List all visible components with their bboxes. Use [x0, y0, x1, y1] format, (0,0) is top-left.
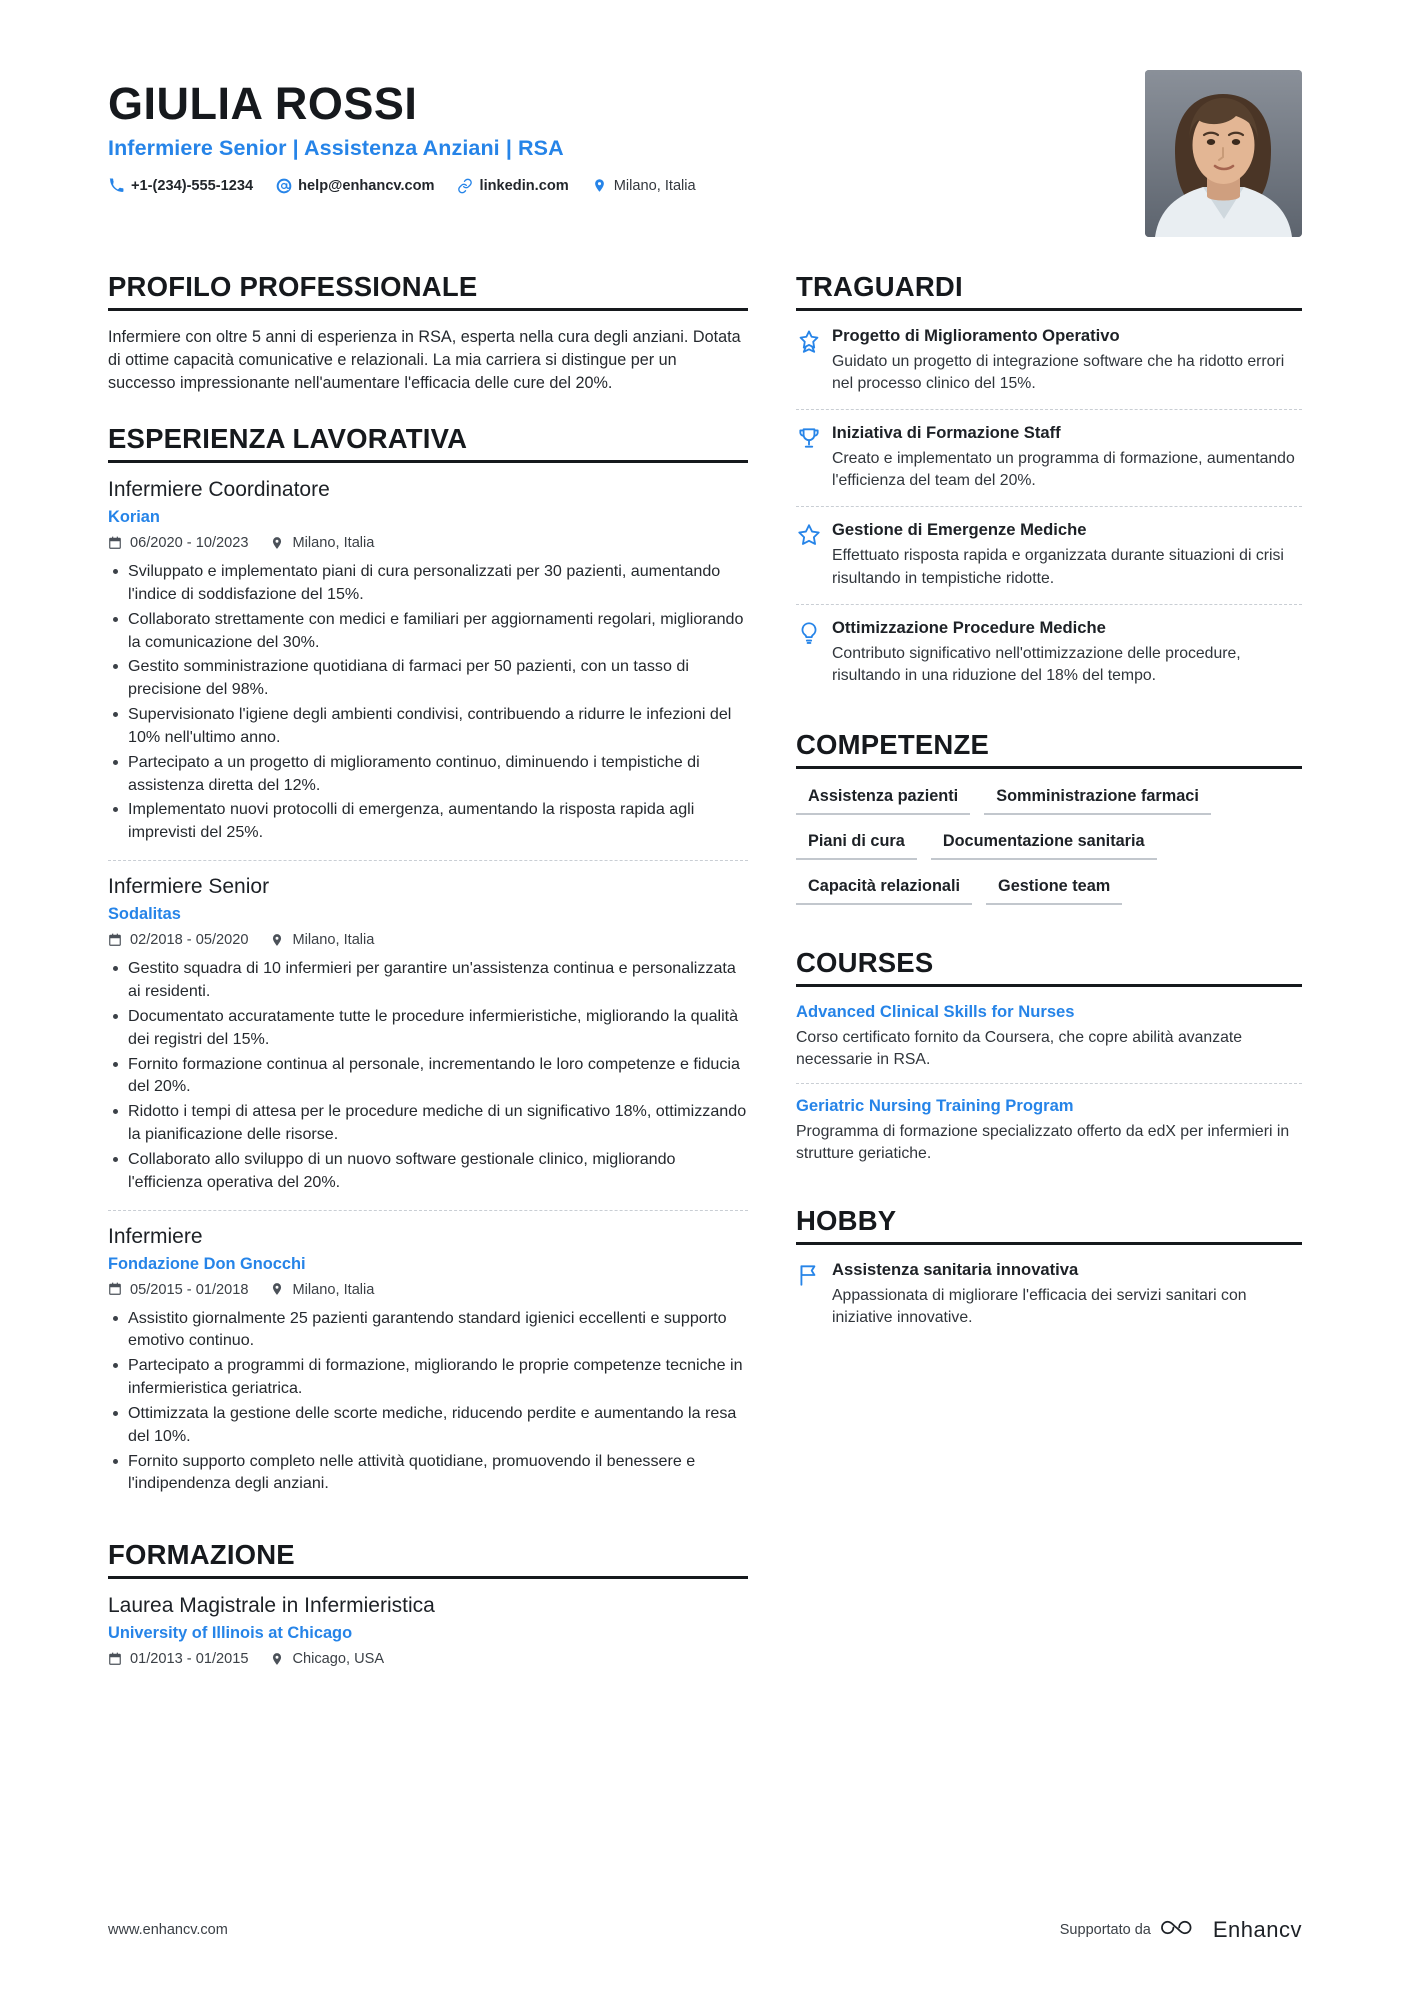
job-bullet: Fornito formazione continua al personale, incrementando le loro competenze e fiducia del 20%. — [108, 1053, 748, 1099]
phone-icon — [108, 177, 125, 194]
skills-title: COMPETENZE — [796, 729, 1302, 769]
job-dates — [108, 1282, 248, 1298]
achievement-body — [832, 326, 1302, 395]
experience-item — [108, 1225, 748, 1512]
calendar-icon — [108, 1282, 123, 1297]
achievement-body — [832, 618, 1302, 687]
location-icon — [591, 177, 608, 194]
skill-tag: Assistenza pazienti — [796, 784, 970, 815]
profile-title: PROFILO PROFESSIONALE — [108, 271, 748, 311]
left-column — [108, 271, 796, 1695]
achievement-body — [832, 423, 1302, 492]
job-bullets — [108, 560, 748, 844]
job-bullet: Documentato accuratamente tutte le procedure infermieristiche, migliorando la qualità dei registri del 15%. — [108, 1005, 748, 1051]
avatar-photo — [1145, 70, 1302, 237]
job-bullet: Sviluppato e implementato piani di cura personalizzati per 30 pazienti, aumentando l'indice di soddisfazione del 15%. — [108, 560, 748, 606]
section-achievements — [796, 271, 1302, 701]
education-title: FORMAZIONE — [108, 1539, 748, 1579]
hobby-body — [832, 1260, 1302, 1329]
contact-row — [108, 177, 718, 194]
achievement-title: Progetto di Miglioramento Operativo — [832, 326, 1120, 345]
skill-tag: Documentazione sanitaria — [931, 829, 1157, 860]
education-dates — [108, 1651, 248, 1667]
contact-phone[interactable] — [108, 177, 253, 194]
job-meta — [108, 1282, 748, 1298]
achievement-title: Gestione di Emergenze Mediche — [832, 520, 1087, 540]
job-role: Infermiere Senior — [108, 875, 270, 899]
job-bullet: Implementato nuovi protocolli di emergenza, aumentando la risposta rapida agli imprevisti del 25%. — [108, 798, 748, 844]
location-icon — [270, 536, 285, 551]
job-location-text: Milano, Italia — [292, 1281, 375, 1298]
star-icon — [796, 520, 832, 589]
section-profile — [108, 271, 748, 395]
footer-branding — [1060, 1916, 1302, 1943]
job-bullets — [108, 1307, 748, 1496]
achievement-item — [796, 618, 1302, 701]
achievement-item — [796, 326, 1302, 410]
course-title: Geriatric Nursing Training Program — [796, 1096, 1074, 1116]
achievement-item — [796, 520, 1302, 604]
contact-email-text: help@enhancv.com — [298, 177, 435, 194]
profile-text: Infermiere con oltre 5 anni di esperienza in RSA, esperta nella cura degli anziani. Dotata di ottime capacità comunicative e relazionali. La mia carriera si distingue per un successo impressionante nell'aumentare l'efficacia delle cure del 20%. — [108, 328, 741, 392]
location-icon — [270, 933, 285, 948]
job-company: Fondazione Don Gnocchi — [108, 1254, 306, 1273]
location-icon — [270, 1652, 285, 1667]
job-dates-text: 05/2015 - 01/2018 — [130, 1281, 249, 1298]
skill-tag: Capacità relazionali — [796, 874, 972, 905]
job-bullets — [108, 957, 748, 1193]
section-education — [108, 1539, 748, 1667]
courses-title: COURSES — [796, 947, 1302, 987]
location-icon — [270, 1282, 285, 1297]
achievement-title: Iniziativa di Formazione Staff — [832, 423, 1061, 443]
contact-email[interactable] — [275, 177, 434, 194]
job-bullet: Fornito supporto completo nelle attività quotidiane, promuovendo il benessere e l'indipendenza degli anziani. — [108, 1450, 748, 1496]
skill-tag: Somministrazione farmaci — [984, 784, 1211, 815]
experience-item — [108, 875, 748, 1210]
star-badge-icon — [796, 326, 832, 395]
contact-location — [591, 177, 696, 194]
job-meta — [108, 932, 748, 948]
job-location — [270, 932, 374, 948]
skill-tag: Piani di cura — [796, 829, 917, 860]
avatar — [1145, 70, 1302, 237]
achievement-desc: Contributo significativo nell'ottimizzazione delle procedure, risultando in una riduzione del 18% del tempo. — [832, 644, 1241, 684]
job-dates-text: 06/2020 - 10/2023 — [130, 535, 249, 551]
contact-linkedin[interactable] — [457, 177, 569, 194]
section-skills — [796, 729, 1302, 919]
job-dates — [108, 535, 248, 551]
job-location-text: Milano, Italia — [292, 535, 375, 551]
header-text-block — [108, 70, 718, 194]
course-item — [796, 1096, 1302, 1177]
calendar-icon — [108, 1652, 123, 1667]
skill-tag: Gestione team — [986, 874, 1122, 905]
achievement-desc: Creato e implementato un programma di formazione, aumentando l'efficienza del team del 20%. — [832, 450, 1295, 490]
footer-website[interactable]: www.enhancv.com — [108, 1921, 228, 1938]
contact-location-text: Milano, Italia — [613, 177, 696, 194]
page-footer — [108, 1916, 1302, 1943]
job-role: Infermiere Coordinatore — [108, 478, 330, 501]
education-location-text: Chicago, USA — [292, 1651, 385, 1668]
education-dates-text: 01/2013 - 01/2015 — [130, 1651, 249, 1668]
education-degree: Laurea Magistrale in Infermieristica — [108, 1594, 435, 1618]
job-bullet: Ottimizzata la gestione delle scorte mediche, riducendo perdite e aumentando la resa del 10%. — [108, 1402, 748, 1448]
job-bullet: Gestito somministrazione quotidiana di farmaci per 50 pazienti, con un tasso di precisione del 98%. — [108, 655, 748, 701]
job-bullet: Partecipato a programmi di formazione, migliorando le proprie competenze tecniche in infermieristica geriatrica. — [108, 1354, 748, 1400]
job-bullet: Gestito squadra di 10 infermieri per garantire un'assistenza continua e personalizzata ai residenti. — [108, 957, 748, 1003]
flag-icon — [796, 1260, 832, 1329]
resume-header — [108, 70, 1302, 237]
job-bullet: Collaborato strettamente con medici e familiari per aggiornamenti regolari, migliorando la comunicazione del 30%. — [108, 608, 748, 654]
footer-powered-label: Supportato da — [1059, 1921, 1151, 1938]
candidate-headline: Infermiere Senior | Assistenza Anziani | RSA — [108, 136, 564, 161]
job-location — [270, 1282, 374, 1298]
job-company: Korian — [108, 508, 160, 526]
job-bullet: Ridotto i tempi di attesa per le procedure mediche di un significativo 18%, ottimizzando la pianificazione delle risorse. — [108, 1100, 748, 1146]
footer-brand-name: Enhancv — [1212, 1916, 1302, 1942]
achievement-desc: Effettuato risposta rapida e organizzata durante situazioni di crisi risultando in tempistiche ridotte. — [832, 547, 1284, 587]
candidate-name: GIULIA ROSSI — [108, 78, 418, 129]
link-icon — [457, 177, 474, 194]
section-hobby — [796, 1205, 1302, 1329]
calendar-icon — [108, 933, 123, 948]
achievements-title: TRAGUARDI — [796, 271, 1302, 311]
job-bullet: Collaborato allo sviluppo di un nuovo software gestionale clinico, migliorando l'efficienza operativa del 20%. — [108, 1148, 748, 1194]
calendar-icon — [108, 536, 123, 551]
job-location — [270, 535, 374, 551]
job-dates — [108, 932, 248, 948]
education-item — [108, 1594, 748, 1667]
hobby-item-title: Assistenza sanitaria innovativa — [832, 1260, 1079, 1280]
lightbulb-icon — [796, 618, 832, 687]
enhancv-logo-icon — [1161, 1916, 1203, 1943]
job-bullet: Assistito giornalmente 25 pazienti garantendo standard igienici eccellenti e supporto emotivo continuo. — [108, 1307, 748, 1353]
job-role: Infermiere — [108, 1224, 203, 1248]
section-experience — [108, 423, 748, 1511]
email-icon — [275, 177, 292, 194]
achievement-title: Ottimizzazione Procedure Mediche — [832, 617, 1106, 637]
right-column — [796, 271, 1302, 1358]
education-location — [270, 1651, 384, 1667]
hobby-item — [796, 1260, 1302, 1329]
trophy-icon — [796, 423, 832, 492]
contact-linkedin-text: linkedin.com — [479, 177, 569, 194]
hobby-item-desc: Appassionata di migliorare l'efficacia dei servizi sanitari con iniziative innovative. — [832, 1287, 1247, 1327]
achievement-item — [796, 423, 1302, 507]
course-desc: Corso certificato fornito da Coursera, che copre abilità avanzate necessarie in RSA. — [796, 1028, 1243, 1068]
achievement-desc: Guidato un progetto di integrazione software che ha ridotto errori nel processo clinico del 15%. — [832, 353, 1285, 393]
education-school: University of Illinois at Chicago — [108, 1624, 353, 1643]
resume-columns — [108, 271, 1302, 1695]
course-desc: Programma di formazione specializzato offerto da edX per infermieri in strutture geriatiche. — [796, 1123, 1290, 1163]
job-location-text: Milano, Italia — [292, 932, 375, 949]
course-item — [796, 1002, 1302, 1084]
education-meta — [108, 1651, 748, 1667]
job-meta — [108, 535, 748, 551]
hobby-title: HOBBY — [796, 1205, 1302, 1245]
course-title: Advanced Clinical Skills for Nurses — [796, 1001, 1075, 1021]
job-company: Sodalitas — [108, 905, 181, 924]
experience-item — [108, 478, 748, 861]
contact-phone-text: +1-(234)-555-1234 — [131, 177, 254, 194]
job-dates-text: 02/2018 - 05/2020 — [130, 932, 249, 949]
skills-list — [796, 784, 1302, 919]
job-bullet: Supervisionato l'igiene degli ambienti condivisi, contribuendo a ridurre le infezioni del 10% nell'ultimo anno. — [108, 703, 748, 749]
job-bullet: Partecipato a un progetto di miglioramento continuo, diminuendo i tempistiche di assistenza diretta del 12%. — [108, 751, 748, 797]
experience-title: ESPERIENZA LAVORATIVA — [108, 423, 748, 463]
achievement-body — [832, 520, 1302, 589]
section-courses — [796, 947, 1302, 1177]
